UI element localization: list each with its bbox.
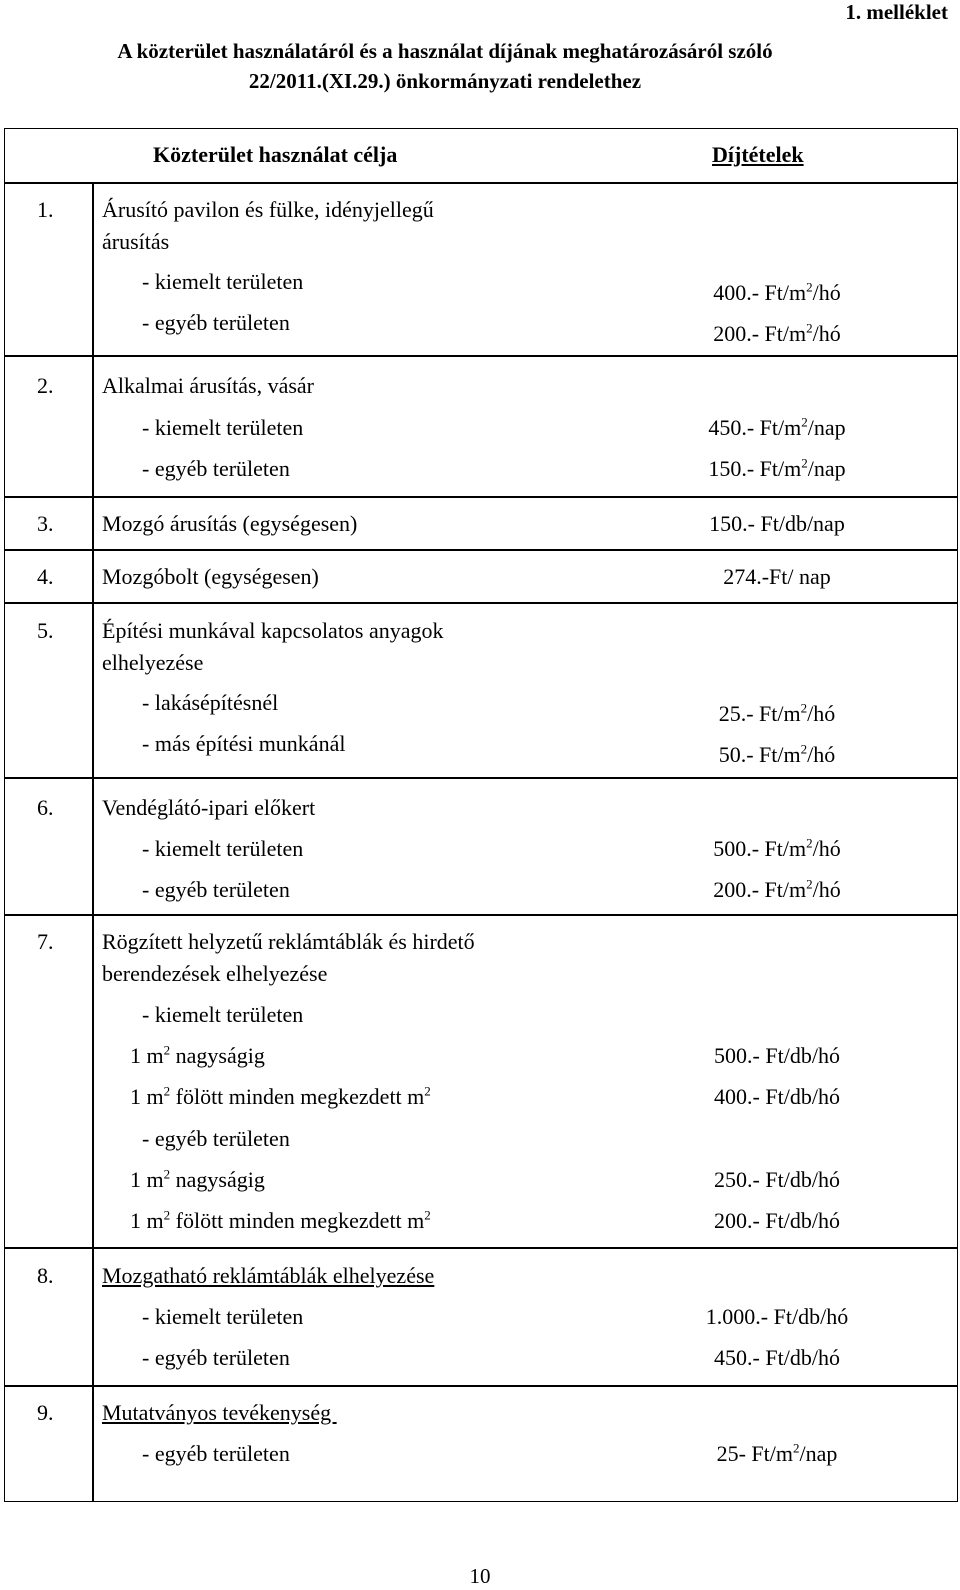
sub-item: - egyéb területen: [142, 877, 290, 902]
fee-value: 450.- $Ft/m^2$/nap: [708, 414, 846, 440]
sub-item: - egyéb területen: [142, 456, 290, 481]
fee-value: 50.- $Ft/m^2/hó$: [718, 741, 836, 767]
item-number: 9.: [37, 1400, 54, 1425]
sub-item: - kiemelt területen: [142, 269, 304, 294]
fee-value: 400.- $Ft/m^2/hó$: [713, 279, 841, 305]
sub-item: - egyéb területen: [142, 1126, 290, 1151]
fee-value: 200.- Ft/db/hó: [714, 1208, 840, 1233]
fee-value: 450.- Ft/db/hó: [714, 1345, 840, 1370]
sub-item: - kiemelt területen: [142, 836, 304, 861]
sub-item: 1 $m^2$ nagyságig: [130, 1042, 265, 1068]
fee-value: 500.- Ft/db/hó: [714, 1043, 840, 1068]
fee-value: 1.000.- Ft/db/hó: [705, 1304, 849, 1329]
item-title: Mozgatható reklámtáblák elhelyezése: [102, 1263, 435, 1288]
row-divider: [4, 1385, 958, 1387]
item-title: Alkalmai árusítás, vásár: [102, 373, 314, 398]
item-title: Építési munkával kapcsolatos anyagok: [102, 618, 444, 643]
item-title: árusítás: [102, 229, 170, 254]
fee-value: 150.- $Ft/m^2$/nap: [708, 455, 846, 481]
fee-value: 250.- Ft/db/hó: [714, 1167, 840, 1192]
sub-item: 1 $m^2$ fölött minden megkezdett $m^2$: [130, 1207, 431, 1233]
page-number: 10: [469, 1564, 491, 1588]
sub-item: 1 $m^2$ fölött minden megkezdett $m^2$: [130, 1083, 431, 1109]
sub-item: - kiemelt területen: [142, 1304, 304, 1329]
item-number: 6.: [37, 795, 54, 820]
row-divider: [4, 182, 958, 184]
sub-item: - egyéb területen: [142, 1441, 290, 1466]
item-title: Árusító pavilon és fülke, idényjellegű: [102, 197, 434, 222]
sub-item: - kiemelt területen: [142, 415, 304, 440]
column-divider: [92, 182, 94, 1502]
item-number: 5.: [37, 618, 54, 643]
row-divider: [4, 496, 958, 498]
item-title: Vendéglátó-ipari előkert: [102, 795, 316, 820]
row-divider: [4, 914, 958, 916]
item-number: 3.: [37, 511, 54, 536]
item-number: 7.: [37, 929, 54, 954]
sub-item: - egyéb területen: [142, 310, 290, 335]
item-number: 2.: [37, 373, 54, 398]
item-number: 4.: [37, 564, 54, 589]
heading-line-2: 22/2011.(XI.29.) önkormányzati rendelethez: [248, 69, 642, 93]
fee-value: 25- $Ft/m^2$/nap: [716, 1440, 838, 1466]
row-divider: [4, 355, 958, 357]
fee-value: 200.- $Ft/m^2/hó$: [713, 876, 841, 902]
sub-item: - kiemelt területen: [142, 1002, 304, 1027]
fee-value: 200.- $Ft/m^2/hó$: [713, 320, 841, 346]
row-divider: [4, 1247, 958, 1249]
column-header-purpose: Közterület használat célja: [153, 142, 398, 167]
item-number: 8.: [37, 1263, 54, 1288]
heading-line-1: A közterület használatáról és a használat díjának meghatározásáról szóló: [117, 39, 773, 63]
item-title: Mozgó árusítás (egységesen): [102, 511, 358, 536]
item-title: Mutatványos tevékenység: [102, 1400, 337, 1425]
fee-value: 25.- $Ft/m^2/hó$: [718, 700, 836, 726]
annex-label: 1. melléklet: [845, 0, 948, 24]
fee-value: 500.- $Ft/m^2/hó$: [713, 835, 841, 861]
fee-value: 274.-Ft/ nap: [723, 564, 831, 589]
sub-item: - lakásépítésnél: [142, 690, 279, 715]
column-header-fees: Díjtételek: [712, 142, 804, 167]
item-title: berendezések elhelyezése: [102, 961, 328, 986]
fee-value: 150.- Ft/db/nap: [709, 511, 845, 536]
row-divider: [4, 777, 958, 779]
sub-item: 1 $m^2$ nagyságig: [130, 1166, 265, 1192]
sub-item: - egyéb területen: [142, 1345, 290, 1370]
row-divider: [4, 549, 958, 551]
item-title: elhelyezése: [102, 650, 204, 675]
item-number: 1.: [37, 197, 54, 222]
item-title: Mozgóbolt (egységesen): [102, 564, 319, 589]
row-divider: [4, 602, 958, 604]
item-title: Rögzített helyzetű reklámtáblák és hirdető: [102, 929, 475, 954]
fee-value: 400.- Ft/db/hó: [714, 1084, 840, 1109]
document-heading: [20, 36, 870, 96]
sub-item: - más építési munkánál: [142, 731, 346, 756]
